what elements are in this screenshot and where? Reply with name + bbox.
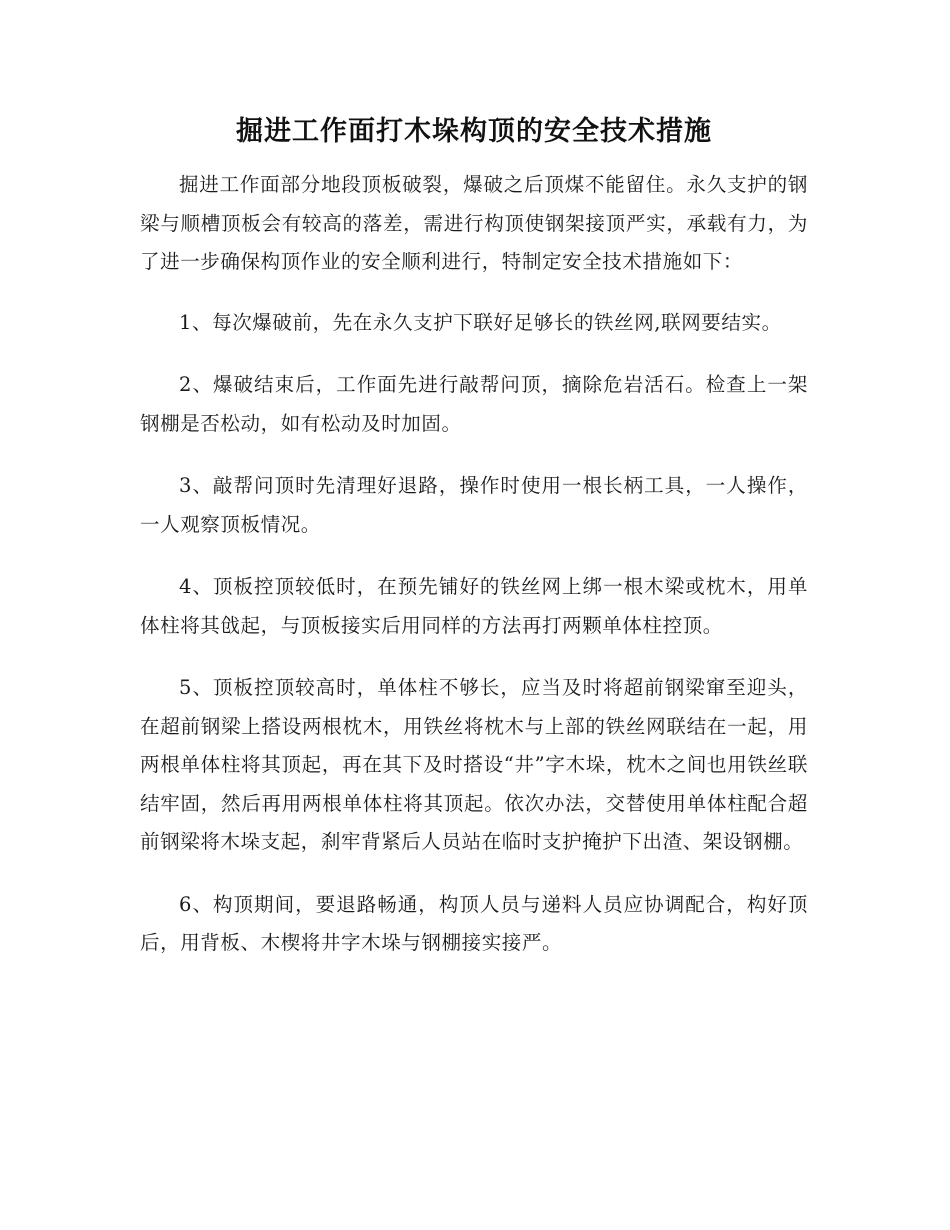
measure-item-3: 3、敲帮问顶时先清理好退路，操作时使用一根长柄工具，一人操作，一人观察顶板情况。 [140, 474, 808, 536]
measure-item-4: 4、顶板控顶较低时，在预先铺好的铁丝网上绑一根木梁或枕木，用单体柱将其戗起，与顶板接实后用同样的方法再打两颗单体柱控顶。 [140, 575, 808, 637]
measure-item-2: 2、爆破结束后，工作面先进行敲帮问顶，摘除危岩活石。检查上一架钢棚是否松动，如有松动及时加固。 [140, 373, 808, 435]
measure-item-5: 5、顶板控顶较高时，单体柱不够长，应当及时将超前钢梁窜至迎头，在超前钢梁上搭设两根枕木，用铁丝将枕木与上部的铁丝网联结在一起，用两根单体柱将其顶起，再在其下及时搭设“井”字木垛，枕木之间也用铁丝联结牢固，然后再用两根单体柱将其顶起。依次办法，交替使用单体柱配合超前钢梁将木垛支起，刹牢背紧后人员站在临时支护掩护下出渣、架设钢棚。 [140, 676, 808, 853]
document-title: 掘进工作面打木垛构顶的安全技术措施 [236, 116, 712, 147]
measure-item-1: 1、每次爆破前，先在永久支护下联好足够长的铁丝网,联网要结实。 [179, 310, 782, 334]
measure-item-6: 6、构顶期间，要退路畅通，构顶人员与递料人员应协调配合，构好顶后，用背板、木楔将井字木垛与钢棚接实接严。 [140, 892, 808, 954]
intro-paragraph: 掘进工作面部分地段顶板破裂，爆破之后顶煤不能留住。永久支护的钢梁与顺槽顶板会有较高的落差，需进行构顶使钢架接顶严实，承载有力，为了进一步确保构顶作业的安全顺利进行，特制定安全技术措施如下： [140, 173, 808, 273]
document-page [140, 110, 808, 987]
